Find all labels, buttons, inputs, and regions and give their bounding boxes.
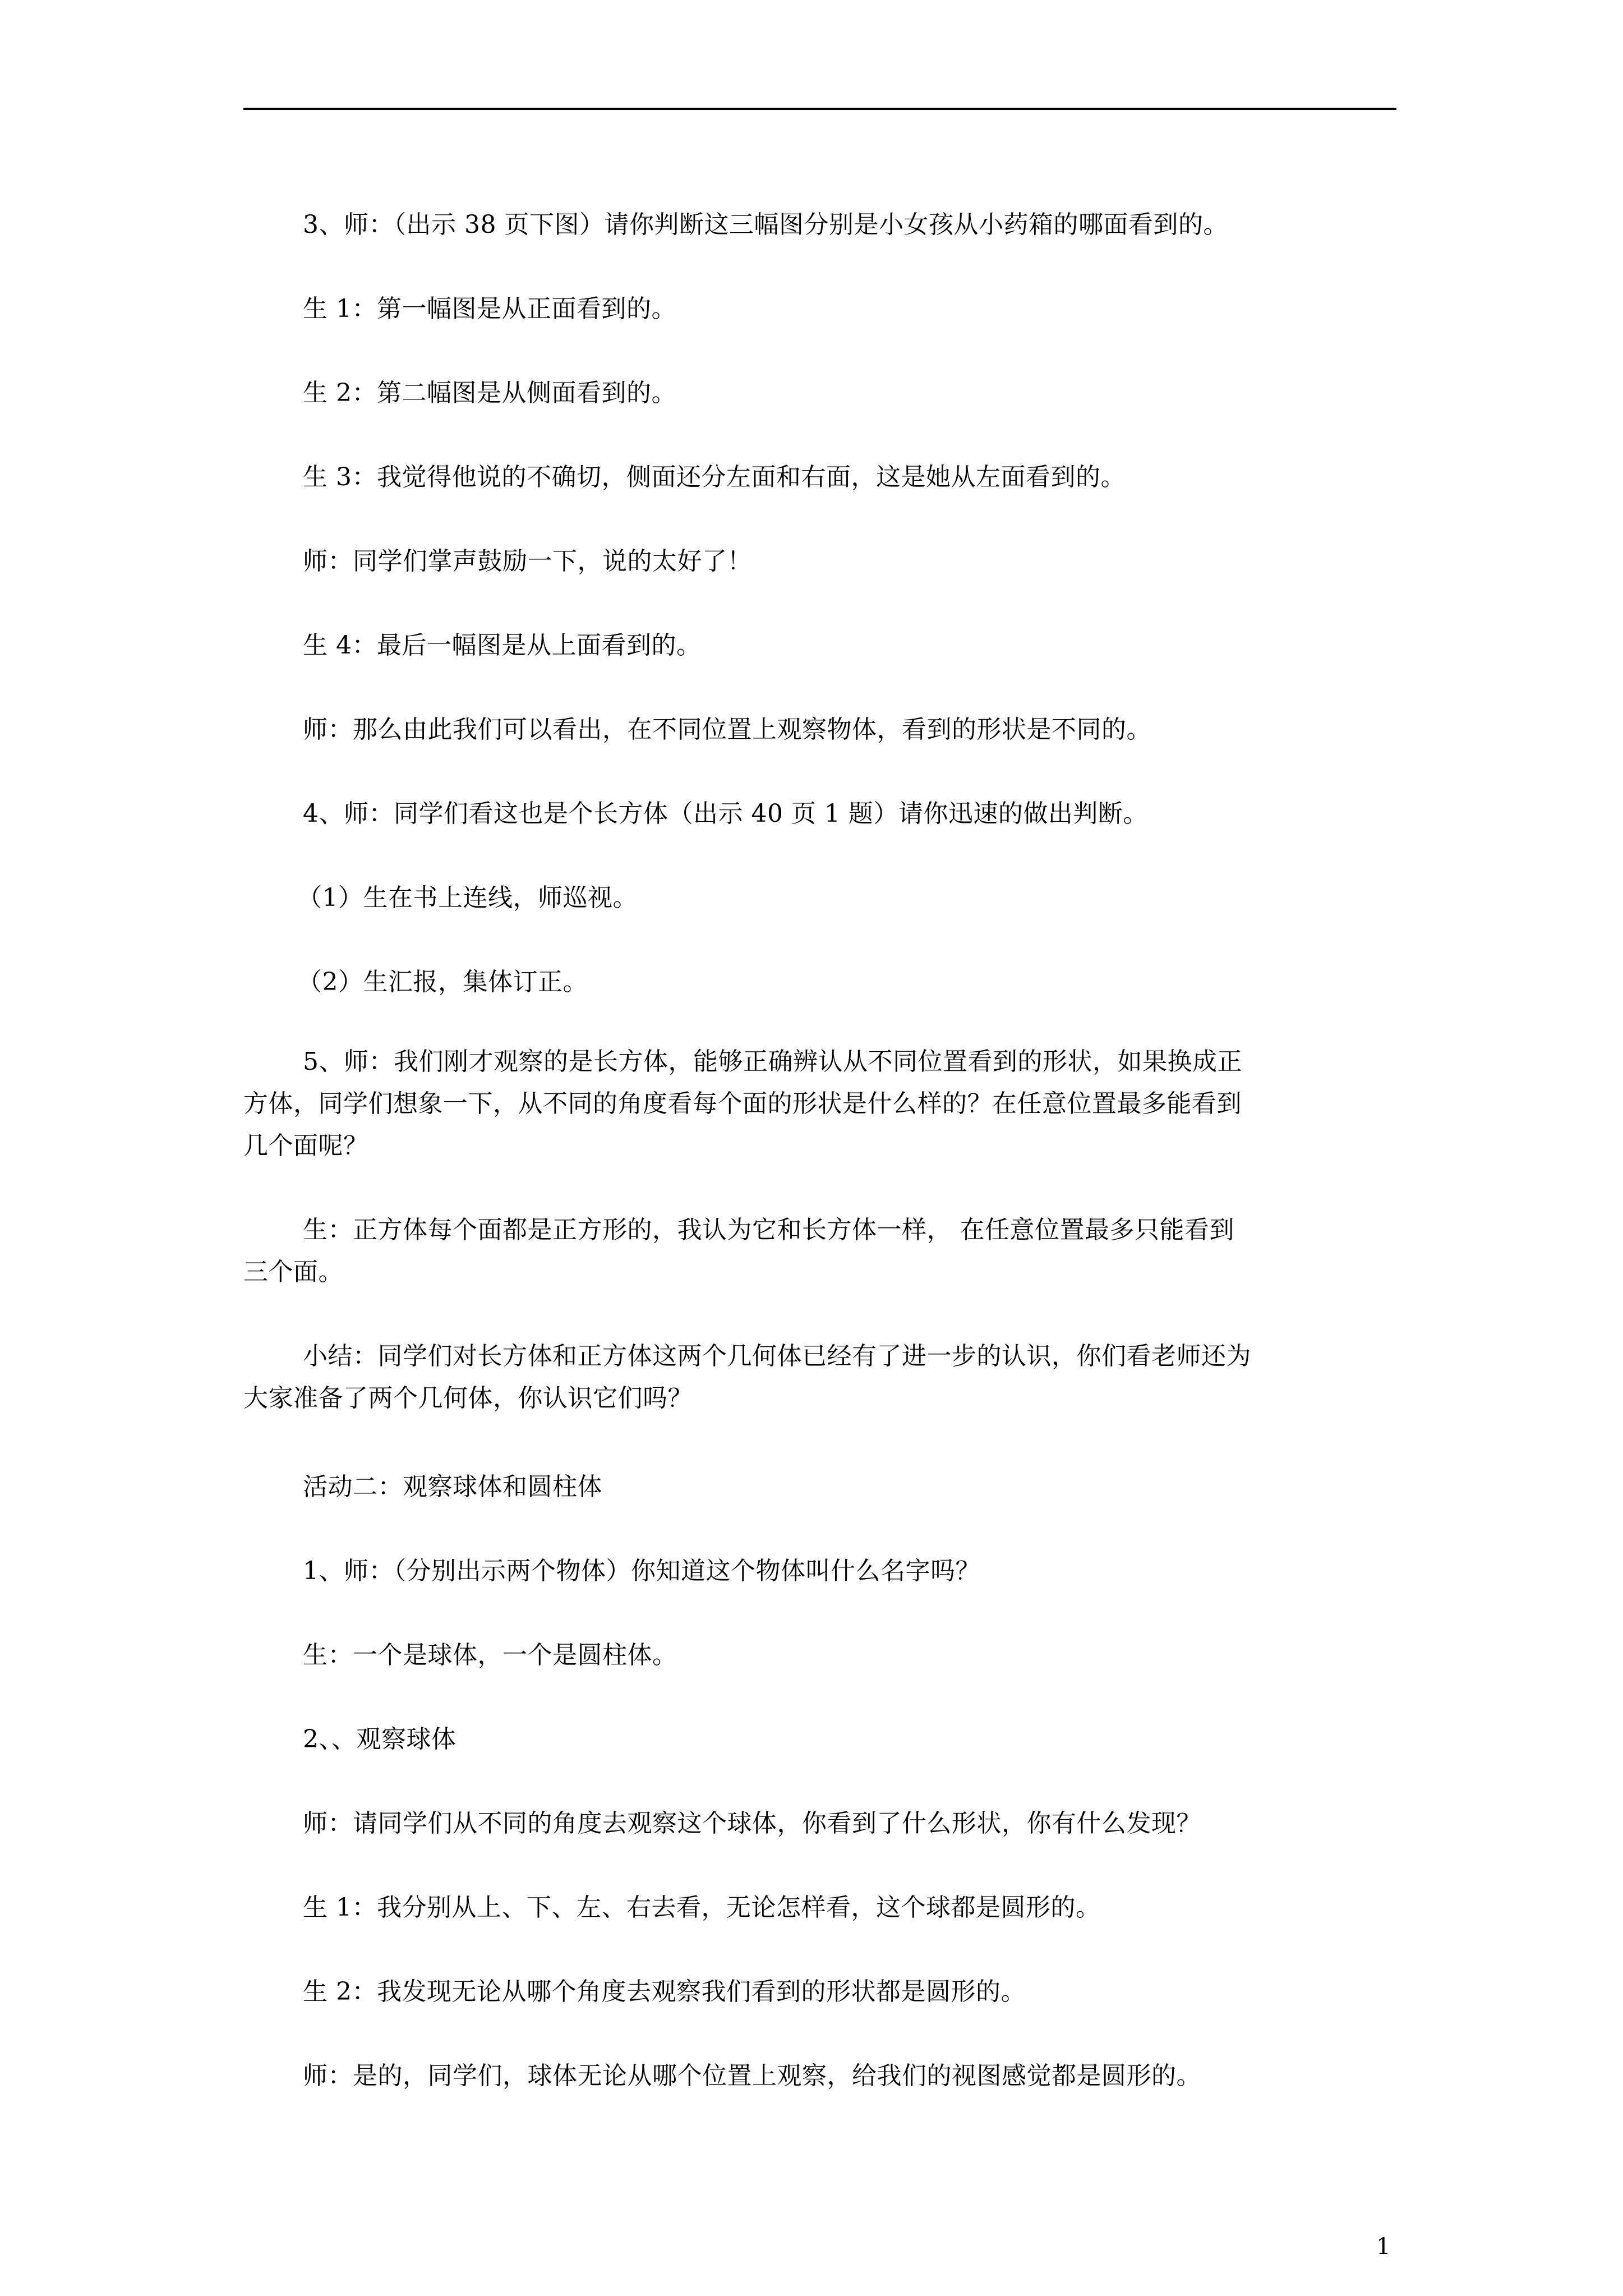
paragraph-line: 方体，同学们想象一下，从不同的角度看每个面的形状是什么样的？在任意位置最多能看到 <box>243 1089 1242 1118</box>
paragraph-12: 生：一个是球体，一个是圆柱体。 <box>303 1641 677 1669</box>
paragraph-6: 生 4：最后一幅图是从上面看到的。 <box>303 631 702 660</box>
header-rule <box>243 108 1396 110</box>
paragraph-1: 3、师：（出示 38 页下图）请你判断这三幅图分别是小女孩从小药箱的哪面看到的。 <box>303 210 1228 239</box>
paragraph-3: 生 2：第二幅图是从侧面看到的。 <box>303 379 676 407</box>
paragraph-8: 4、师：同学们看这也是个长方体（出示 40 页 1 题）请你迅速的做出判断。 <box>303 799 1148 828</box>
paragraph-line: 三个面。 <box>243 1258 343 1286</box>
paragraph-line: 5、师：我们刚才观察的是长方体，能够正确辨认从不同位置看到的形状，如果换成正 <box>303 1047 1242 1076</box>
activity-heading: 活动二：观察球体和圆柱体 <box>303 1473 602 1501</box>
paragraph-5: 师：同学们掌声鼓励一下，说的太好了！ <box>303 547 752 576</box>
paragraph-line: 大家准备了两个几何体，你认识它们吗？ <box>243 1384 693 1412</box>
paragraph-15: 生 1：我分别从上、下、左、右去看，无论怎样看，这个球都是圆形的。 <box>303 1893 1101 1922</box>
page-number: 1 <box>1376 2234 1391 2260</box>
paragraph-17: 师：是的，同学们，球体无论从哪个位置上观察，给我们的视图感觉都是圆形的。 <box>303 2062 1201 2090</box>
paragraph-10: （2）生汇报，集体订正。 <box>297 968 588 996</box>
paragraph-13: 2、、观察球体 <box>303 1725 457 1754</box>
paragraph-line: 生：正方体每个面都是正方形的，我认为它和长方体一样， 在任意位置最多只能看到 <box>303 1216 1234 1244</box>
paragraph-16: 生 2：我发现无论从哪个角度去观察我们看到的形状都是圆形的。 <box>303 1977 1026 2006</box>
paragraph-14: 师：请同学们从不同的角度去观察这个球体，你看到了什么形状，你有什么发现？ <box>303 1809 1201 1838</box>
paragraph-9: （1）生在书上连线，师巡视。 <box>297 884 638 912</box>
paragraph-11: 1、师：（分别出示两个物体）你知道这个物体叫什么名字吗？ <box>303 1557 980 1585</box>
paragraph-2: 生 1：第一幅图是从正面看到的。 <box>303 295 676 323</box>
paragraph-4: 生 3：我觉得他说的不确切，侧面还分左面和右面，这是她从左面看到的。 <box>303 463 1126 491</box>
paragraph-line: 小结：同学们对长方体和正方体这两个几何体已经有了进一步的认识，你们看老师还为 <box>303 1342 1251 1370</box>
paragraph-7: 师：那么由此我们可以看出，在不同位置上观察物体，看到的形状是不同的。 <box>303 715 1151 744</box>
paragraph-line: 几个面呢？ <box>243 1131 368 1160</box>
